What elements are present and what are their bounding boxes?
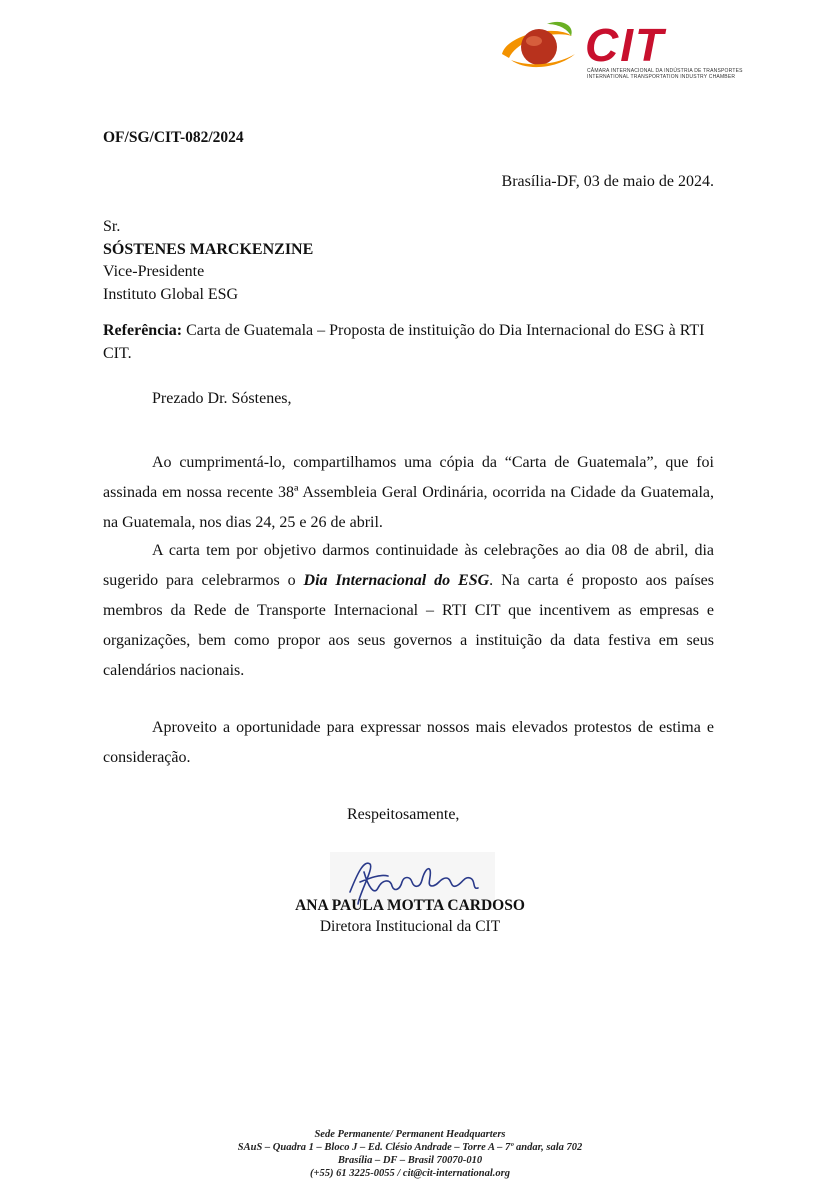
recipient-name: SÓSTENES MARCKENZINE — [103, 240, 314, 258]
footer-address — [150, 1128, 670, 1180]
reference-number: OF/SG/CIT-082/2024 — [103, 129, 244, 146]
logo-subtitle-pt: CÂMARA INTERNACIONAL DA INDÚSTRIA DE TRANSPORTES — [587, 68, 743, 74]
recipient-role: Vice-Presidente — [103, 263, 205, 280]
greeting: Prezado Dr. Sóstenes, — [152, 390, 292, 407]
paragraph-2-before: A carta tem por objetivo darmos continuidade às celebrações ao dia 08 de abril, dia sugerido para celebrarmos o — [103, 542, 714, 589]
signer-name: ANA PAULA MOTTA CARDOSO — [295, 897, 525, 914]
footer-line-2: SAuS – Quadra 1 – Bloco J – Ed. Clésio Andrade – Torre A – 7º andar, sala 702 — [237, 1142, 583, 1153]
footer-line-1: Sede Permanente/ Permanent Headquarters — [314, 1129, 506, 1140]
body-paragraph-3: Aproveito a oportunidade para expressar nossos mais elevados protestos de estima e consideração. — [103, 719, 714, 766]
cit-logo-text: CIT — [585, 19, 666, 71]
paragraph-2-after: . Na carta é proposto aos países membros da Rede de Transporte Internacional – RTI CIT que incentivem as empresas e organizações, bem como propor aos seus governos a instituição da data festiva em seus calendários nacionais. — [103, 572, 715, 679]
recipient-salutation-title: Sr. — [103, 218, 121, 235]
recipient-organization: Instituto Global ESG — [103, 285, 239, 303]
subject-line — [103, 320, 714, 365]
cit-logo-subtitle — [587, 68, 743, 80]
body-paragraph-1: Ao cumprimentá-lo, compartilhamos uma cópia da “Carta de Guatemala”, que foi assinada em nossa recente 38ª Assembleia Geral Ordinária, ocorrida na Cidade da Guatemala, na Guatemala, nos dias 24, 25 e 26 de abril. — [103, 454, 714, 531]
signer-title: Diretora Institucional da CIT — [319, 918, 501, 935]
place-date: Brasília-DF, 03 de maio de 2024. — [501, 173, 714, 190]
paragraph-2-emphasis: Dia Internacional do ESG — [303, 572, 490, 589]
cit-logo — [497, 14, 743, 86]
subject-label: Referência: — [103, 322, 183, 339]
logo-subtitle-en: INTERNATIONAL TRANSPORTATION INDUSTRY CHAMBER — [587, 74, 736, 80]
footer-line-3: Brasília – DF – Brasil 70070-010 — [337, 1155, 483, 1166]
footer-line-4: (+55) 61 3225-0055 / cit@cit-international.org — [310, 1168, 510, 1179]
closing: Respeitosamente, — [347, 806, 460, 823]
subject-text: Carta de Guatemala – Proposta de instituição do Dia Internacional do ESG à RTI CIT. — [103, 322, 705, 362]
recipient-block — [103, 216, 313, 306]
body-paragraph-2 — [103, 536, 714, 686]
